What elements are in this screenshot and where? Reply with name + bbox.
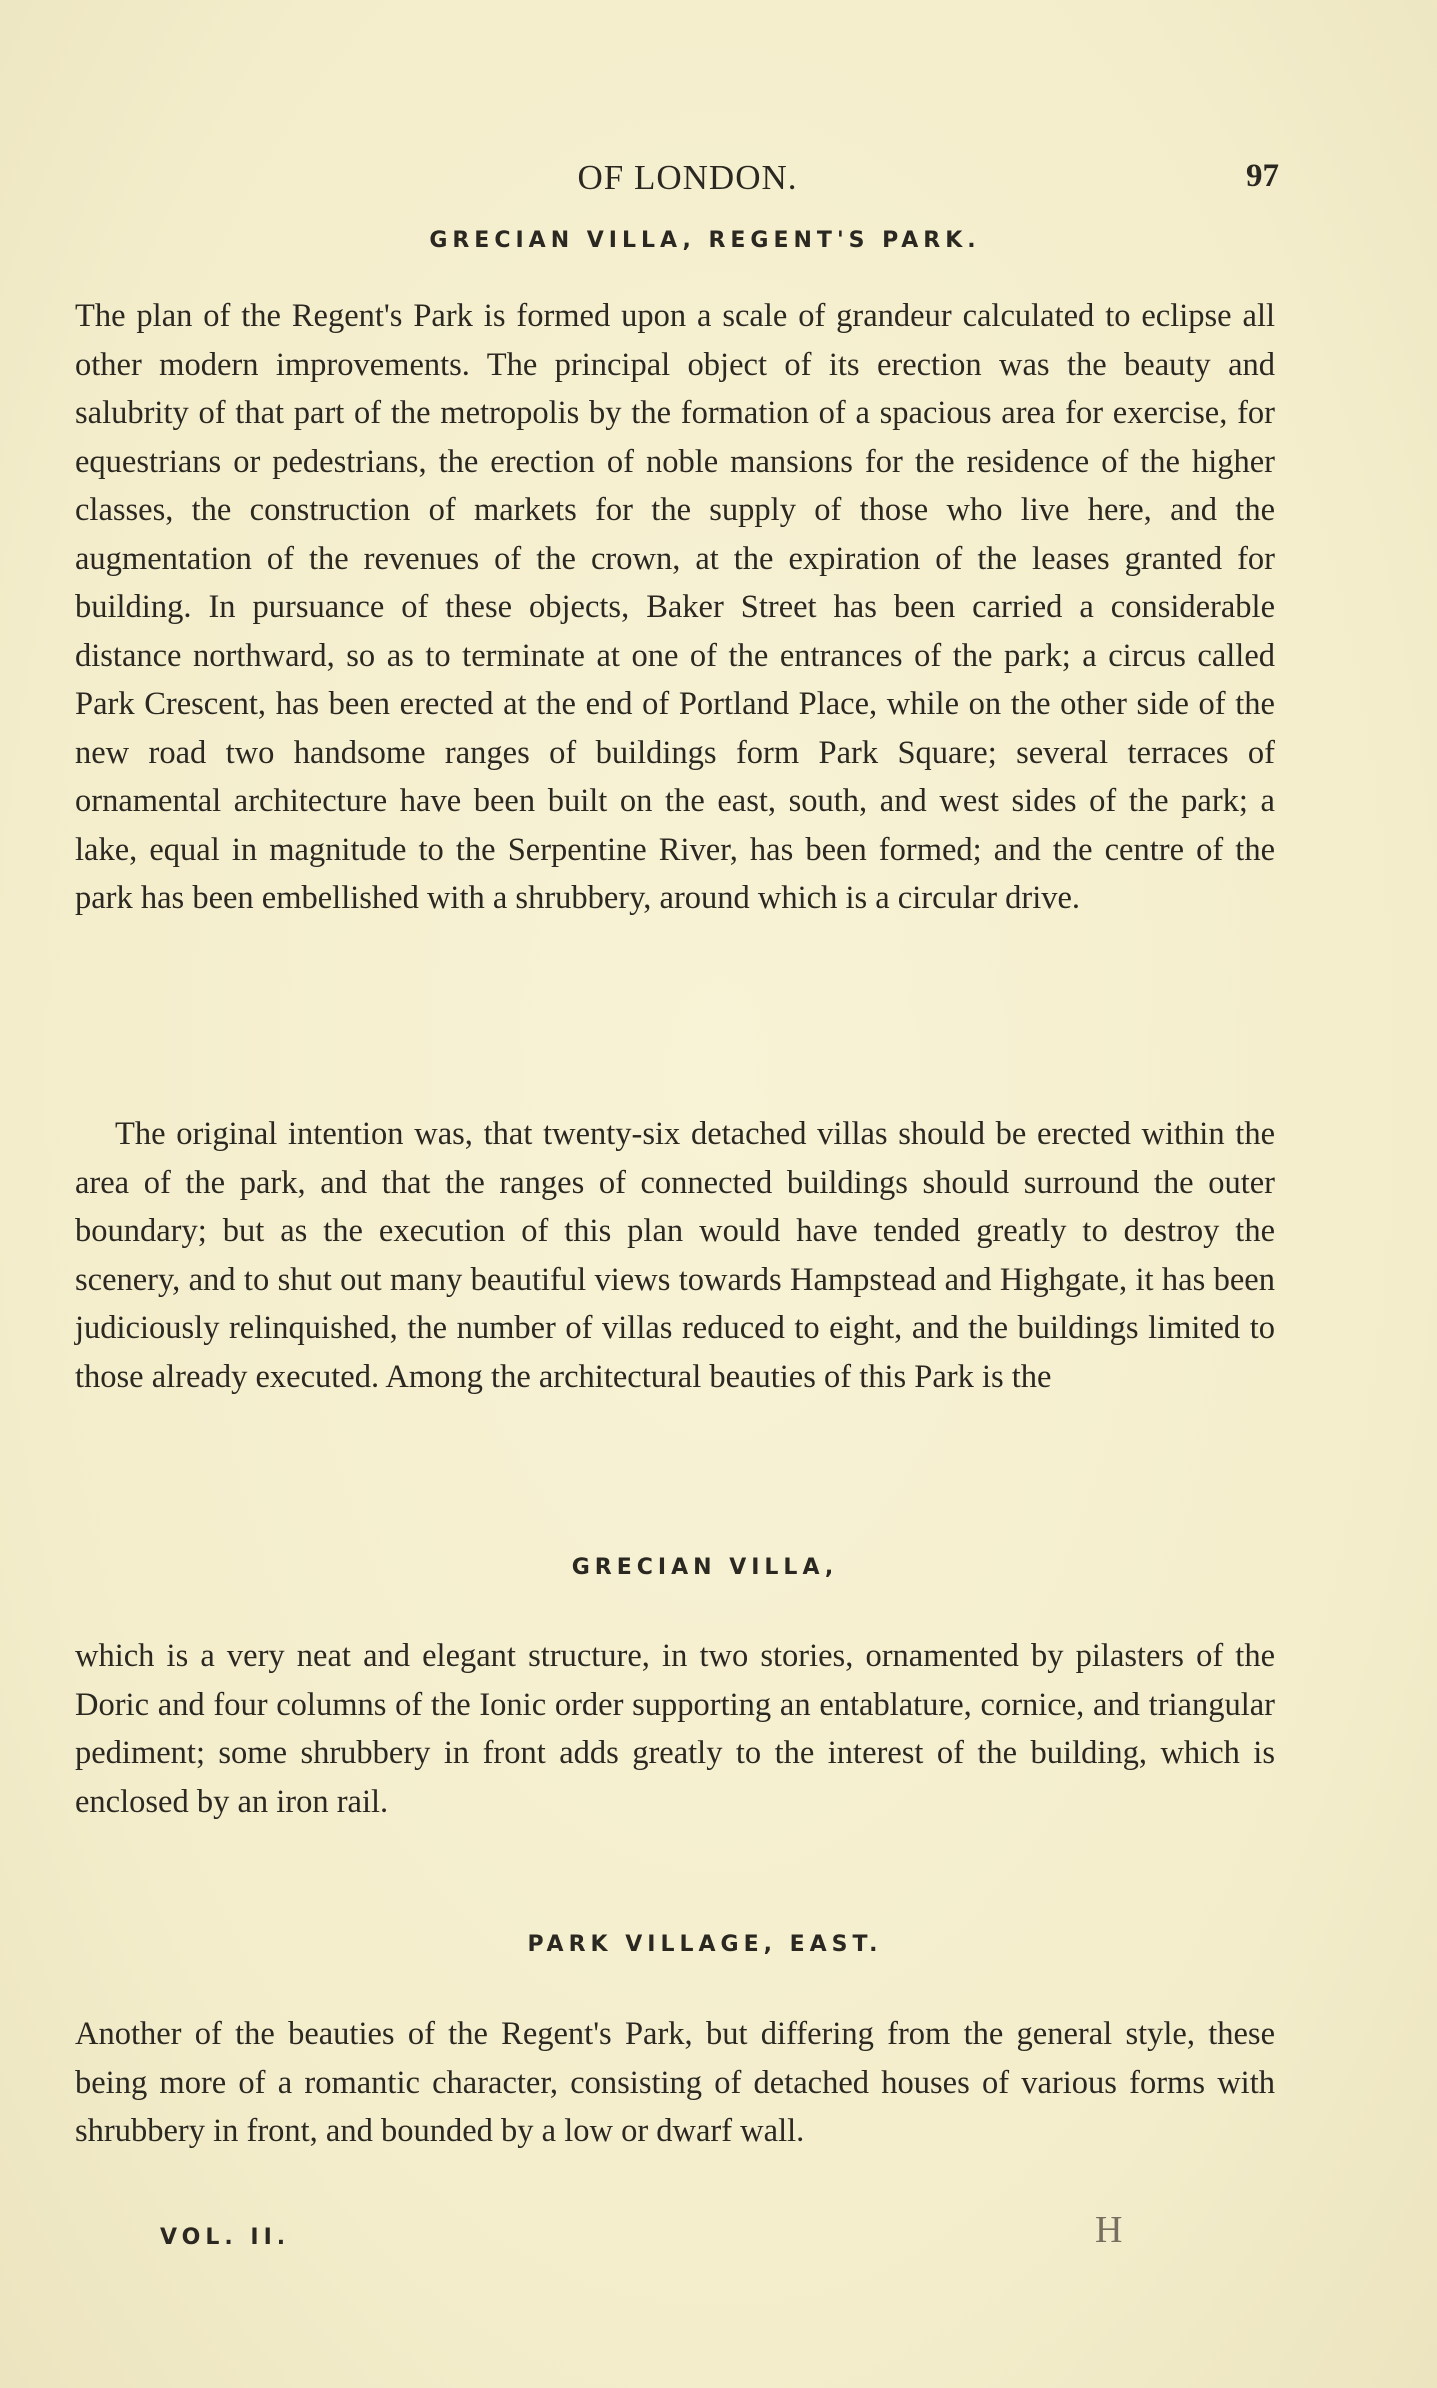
paragraph-text: which is a very neat and elegant structure, in two stories, ornamented by pilasters of the Doric and four columns of the Ionic order supporting an entablature, cornice, and triangular pediment; some shrubbery in front adds greatly to the interest of the building, which is enclosed by an iron rail. — [75, 1638, 1275, 1820]
running-title: OF LONDON. — [577, 158, 798, 197]
paragraph-regents-park-plan — [75, 292, 1275, 923]
signature-letter: H — [1095, 2209, 1123, 2251]
section-heading-grecian-villa: GRECIAN VILLA, — [571, 1555, 839, 1580]
paragraph-text: Another of the beauties of the Regent's Park, but differing from the general style, these being more of a romantic character, consisting of detached houses of various forms with shrubbery in front, and bounded by a low or dwarf wall. — [75, 2016, 1275, 2149]
running-head — [0, 158, 1437, 206]
paragraph-park-village-east — [75, 2010, 1275, 2156]
paragraph-grecian-villa — [75, 1632, 1275, 1826]
section-heading-park-village-east: PARK VILLAGE, EAST. — [527, 1932, 883, 1957]
volume-mark: VOL. II. — [160, 2225, 291, 2250]
paragraph-original-intention — [75, 1110, 1275, 1401]
section-heading-grecian-villa-regents-park: GRECIAN VILLA, REGENT'S PARK. — [429, 228, 981, 253]
paragraph-text: The original intention was, that twenty-six detached villas should be erected within the area of the park, and that the ranges of connected buildings should surround the outer boundary; but as the execution of this plan would have tended greatly to destroy the scenery, and to shut out many beautiful views towards Hampstead and Highgate, it has been judiciously relinquished, the number of villas reduced to eight, and the buildings limited to those already executed. Among the architectural beauties of this Park is the — [75, 1116, 1275, 1395]
page-number: 97 — [1246, 158, 1279, 194]
paragraph-text: The plan of the Regent's Park is formed upon a scale of grandeur calculated to eclipse all other modern improvements. The principal object of its erection was the beauty and salubrity of that part of the metropolis by the formation of a spacious area for exercise, for equestrians or pedestrians, the erection of noble mansions for the residence of the higher classes, the construction of markets for the supply of those who live here, and the augmentation of the revenues of the crown, at the expiration of the leases granted for building. In pursuance of these objects, Baker Street has been carried a considerable distance northward, so as to terminate at one of the entrances of the park; a circus called Park Crescent, has been erected at the end of Portland Place, while on the other side of the new road two handsome ranges of buildings form Park Square; several terraces of ornamental architecture have been built on the east, south, and west sides of the park; a lake, equal in magnitude to the Serpentine River, has been formed; and the centre of the park has been embellished with a shrubbery, around which is a circular drive. — [75, 298, 1275, 916]
